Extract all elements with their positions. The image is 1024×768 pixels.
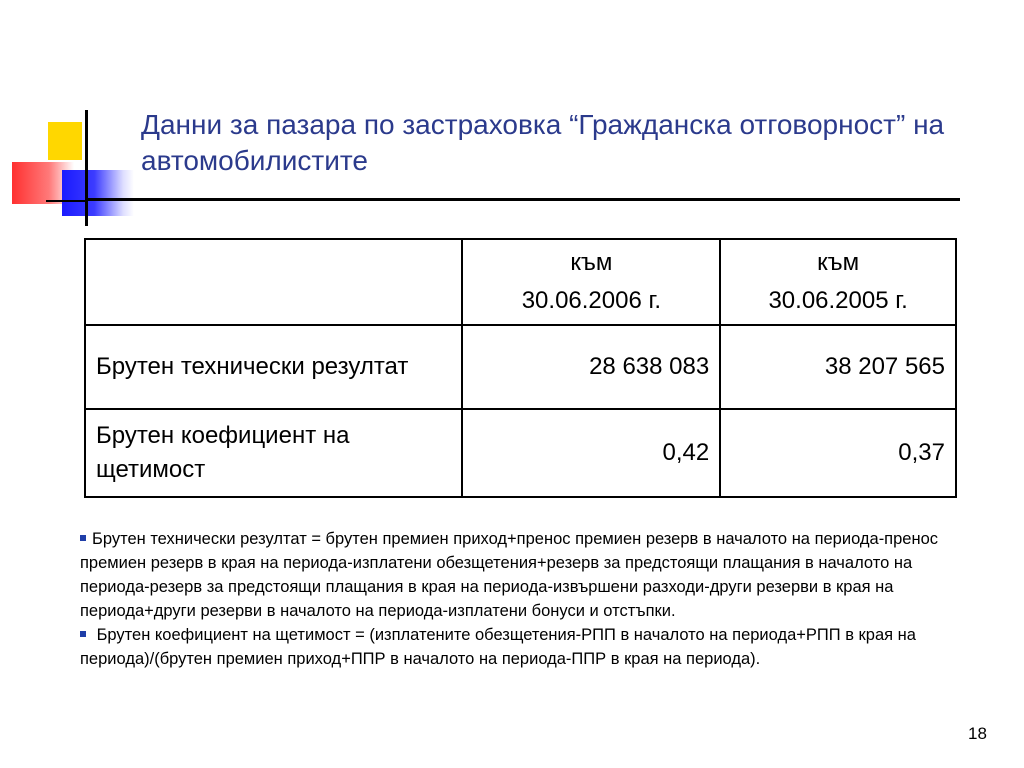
definitions-notes <box>80 527 950 671</box>
logo-blue-square <box>62 170 134 216</box>
slide-title: Данни за пазара по застраховка “Гражданска отговорност” на автомобилистите <box>141 109 945 176</box>
header-cell-empty <box>85 239 462 325</box>
note-item <box>80 623 950 671</box>
note-text: Брутен коефициент на щетимост = (изплатените обезщетения-РПП в началото на периода+РПП в края на периода)/(брутен премиен приход+ППР в началото на периода-ППР в края на периода). <box>80 626 916 668</box>
row-value-2006: 28 638 083 <box>462 325 720 409</box>
note-text: Брутен технически резултат = брутен премиен приход+пренос премиен резерв в началото на периода-пренос премиен резерв в края на периода-изплатени обезщетения+резерв за предстоящи плащания в началото на периода-резерв за предстоящи плащания в края на периода-извършени разходи-други резерви в края на периода+други резерви в началото на периода-изплатени бонуси и отстъпки. <box>80 530 939 620</box>
square-bullet-icon <box>80 535 86 541</box>
header-2005-prefix: към <box>817 249 860 276</box>
header-2005-date: 30.06.2005 г. <box>768 287 908 314</box>
market-data-table <box>84 238 957 498</box>
note-item <box>80 527 950 623</box>
square-bullet-icon <box>80 631 86 637</box>
header-cell-2005 <box>720 239 956 325</box>
row-label: Брутен коефициент на щетимост <box>85 409 462 497</box>
header-cell-2006 <box>462 239 720 325</box>
logo-yellow-square <box>48 122 82 160</box>
table-row <box>85 325 956 409</box>
row-value-2005: 38 207 565 <box>720 325 956 409</box>
row-value-2006: 0,42 <box>462 409 720 497</box>
header-2006-date: 30.06.2006 г. <box>521 287 661 314</box>
table-header-row <box>85 239 956 325</box>
title-underline <box>86 198 960 201</box>
logo-horizontal-line-short <box>46 200 86 202</box>
table-row <box>85 409 956 497</box>
decorative-logo <box>0 100 140 230</box>
row-label: Брутен технически резултат <box>85 325 462 409</box>
row-value-2005: 0,37 <box>720 409 956 497</box>
page-number: 18 <box>968 724 987 743</box>
header-2006-prefix: към <box>570 249 613 276</box>
logo-vertical-line <box>85 110 88 226</box>
